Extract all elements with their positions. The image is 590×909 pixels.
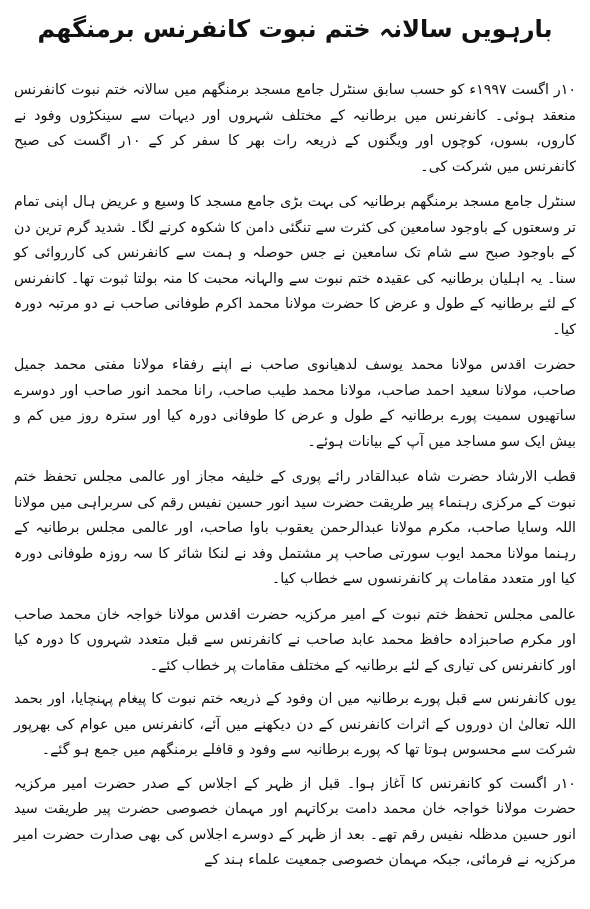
- paragraph-ludhianvi-tour: حضرت اقدس مولانا محمد یوسف لدھیانوی صاحب نے اپنے رفقاء مولانا مفتی محمد جمیل صاحب، مولانا سعید احمد صاحب، مولانا محمد طیب صاحب، رانا محمد انور صاحب اور دوسرے ساتھیوں سمیت پورے برطانیہ کے طول و عرض کا طوفانی دورہ کیا اور سترہ روز میں کم و بیش ایک سو مساجد میں آپ کے بیانات ہوئے۔: [14, 357, 576, 450]
- paragraph-lancashire-tour: قطب الارشاد حضرت شاہ عبدالقادر رائے پوری کے خلیفہ مجاز اور عالمی مجلس تحفظ ختم نبوت کے مرکزی رہنماء پیر طریقت حضرت سید انور حسین نفیس رقم کی سربراہی میں مولانا اللہ وسایا صاحب، مکرم مولانا عبدالرحمن یعقوب باوا صاحب، اور عالمی مجلس برطانیہ کے رہنما مولانا محمد ایوب سورتی صاحب پر مشتمل وفد نے لنکا شائر کا سہ روزہ طوفانی دورہ کیا اور متعدد مقامات پر کانفرنسوں سے خطاب کیا۔: [14, 469, 576, 587]
- article-title: بارہویں سالانہ ختم نبوت کانفرنس برمنگھم: [37, 15, 553, 43]
- paragraph-amir-markaziya: عالمی مجلس تحفظ ختم نبوت کے امیر مرکزیہ حضرت اقدس مولانا خواجہ خان محمد صاحب اور مکرم صاحبزادہ حافظ محمد عابد صاحب نے کانفرنس سے قبل متعدد شہروں کا دورہ کیا اور کانفرنس کی تیاری کے لئے برطانیہ کے مختلف مقامات پر خطاب کئے۔: [14, 606, 576, 674]
- paragraph-delegations-message: یوں کانفرنس سے قبل پورے برطانیہ میں ان وفود کے ذریعہ ختم نبوت کا پیغام پہنچایا، اور بحمد اللہ تعالیٰ ان دوروں کے اثرات کانفرنس کے دن دیکھنے میں آئے، کانفرنس میں عوام کی بھرپور شرکت سے محسوس ہوتا تھا کہ پورے برطانیہ سے وفود و قافلے برمنگھم میں جمع ہو گئے۔: [14, 691, 576, 758]
- paragraph-conference-sessions: ۱۰ر اگست کو کانفرنس کا آغاز ہوا۔ قبل از ظہر کے اجلاس کے صدر حضرت امیر مرکزیہ حضرت مولانا خواجہ خان محمد دامت برکاتہم اور مہمان خصوصی حضرت پیر طریقت سید انور حسین مدظلہ نفیس رقم تھے۔ بعد از ظہر کے دوسرے اجلاس کی بھی صدارت حضرت امیر مرکزیہ نے فرمائی، جبکہ مہمان خصوصی جمعیت علماء ہند کے: [14, 775, 576, 868]
- paragraph-central-mosque: سنٹرل جامع مسجد برمنگھم برطانیہ کی بہت بڑی جامع مسجد کا وسیع و عریض ہال اپنی تمام تر وسعتوں کے باوجود سامعین کی کثرت سے تنگئی دامن کا شکوہ کرنے لگا۔ شدید گرم ترین دن کے باوجود صبح سے شام تک سامعین نے جس حوصلہ و ہمت سے کانفرنس کی کارروائی کو سنا۔ یہ اہلیان برطانیہ کی عقیدہ ختم نبوت سے والہانہ محبت کا منہ بولتا ثبوت تھا۔ کانفرنس کے لئے برطانیہ کے طول و عرض کا حضرت مولانا محمد اکرم طوفانی صاحب نے دو مرتبہ دورہ کیا۔: [14, 194, 576, 338]
- paragraph-conference-held: ۱۰ر اگست ۱۹۹۷ء کو حسب سابق سنٹرل جامع مسجد برمنگھم میں سالانہ ختم نبوت کانفرنس منعقد ہوئی۔ کانفرنس میں برطانیہ کے مختلف شہروں اور دیہات سے سینکڑوں وفود نے کاروں، بسوں، کوچوں اور ویگنوں کے ذریعہ رات بھر کا سفر کر کے ۱۰ر اگست کی صبح کانفرنس میں شرکت کی۔: [14, 82, 576, 175]
